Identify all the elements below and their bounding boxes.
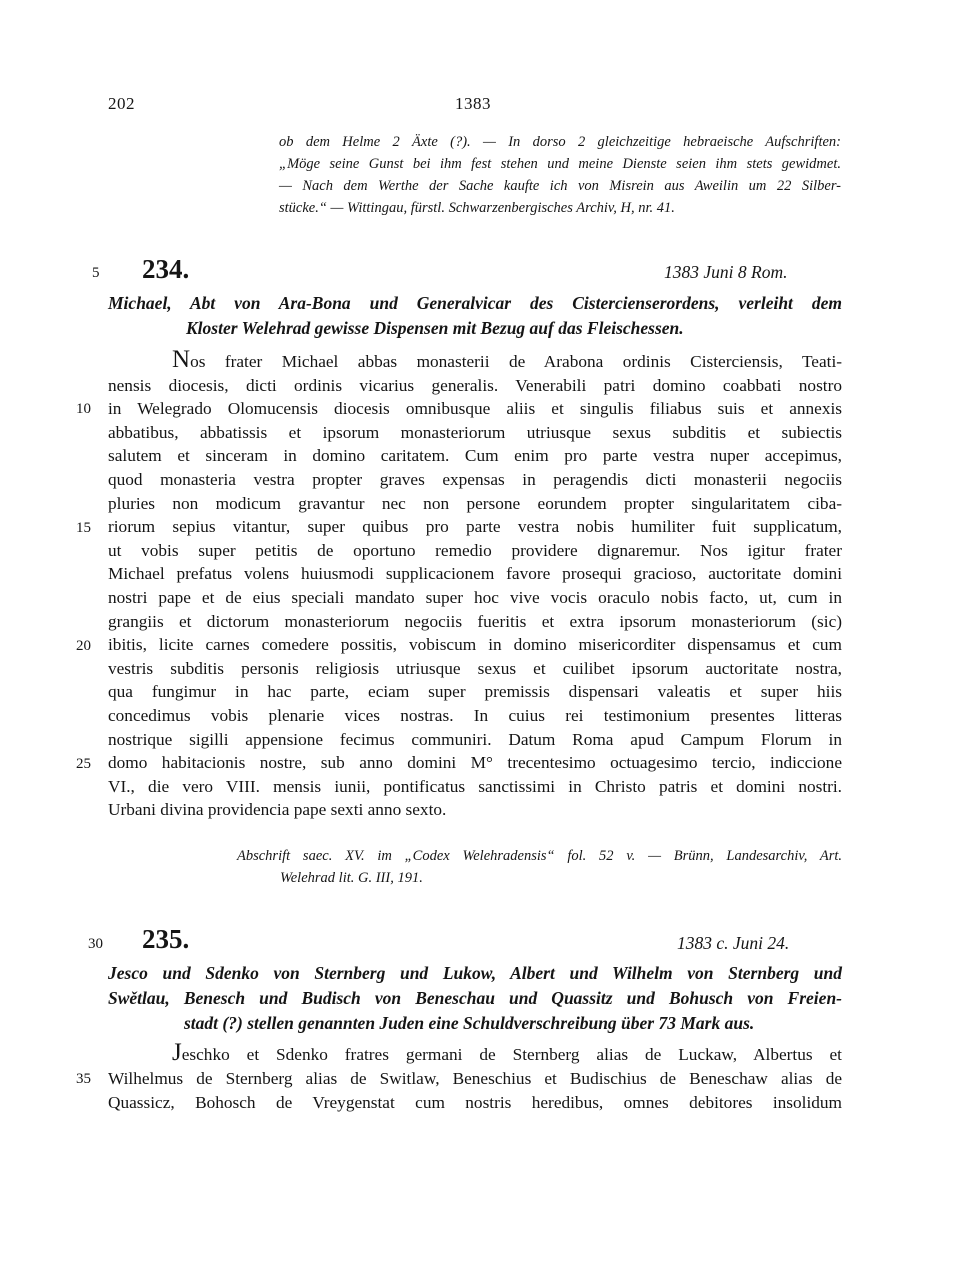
- top-note-line: stücke.“ — Wittingau, fürstl. Schwarzenbergisches Archiv, H, nr. 41.: [279, 200, 675, 216]
- text-line: vestris subditis personis religiosis utriusque sexus et cuilibet ipsorum auctoritate nostra,: [108, 659, 842, 678]
- text-line: nostrique sigilli appensione fecimus communiri. Datum Roma apud Campum Florum in: [108, 730, 842, 749]
- document-number: 235.: [142, 924, 190, 954]
- text-line: domo habitacionis nostre, sub anno domini M° trecentesimo octuagesimo tercio, indiccione: [108, 753, 842, 772]
- line-number: 15: [76, 520, 91, 536]
- text-line: Quassicz, Bohosch de Vreygenstat cum nostris heredibus, omnes debitores insolidum: [108, 1093, 842, 1112]
- text-line: in Welegrado Olomucensis diocesis omnibusque aliis et singulis filiabus suis et annexis: [108, 399, 842, 418]
- document-number: 234.: [142, 254, 190, 284]
- regest-line: stadt (?) stellen genannten Juden eine Schuldverschreibung über 73 Mark aus.: [184, 1013, 755, 1033]
- line-number: 35: [76, 1071, 91, 1087]
- text-line: pluries non modicum gravantur nec non personе eorundem propter singularitatem ciba-: [108, 494, 842, 513]
- regest-line: Michael, Abt von Ara-Bona und Generalvicar des Cistercienserordens, verleiht dem: [108, 293, 842, 313]
- text-line: Michael prefatus volens huiusmodi supplicacionem favore prosequi gracioso, auctoritate domini: [108, 564, 842, 583]
- initial-letter: N: [172, 346, 191, 373]
- running-head-year: 1383: [455, 94, 491, 113]
- text-line: VI., die vero VIII. mensis iunii, pontificatus sanctissimi in Christo patris et domini nostri.: [108, 777, 842, 796]
- text-line: ibitis, licite carnes comedere possitis, vobiscum in domino misericorditer dispensamus et cum: [108, 635, 842, 654]
- regest-line: Jesco und Sdenko von Sternberg und Lukow, Albert und Wilhelm von Sternberg und: [108, 963, 842, 983]
- line-number: 25: [76, 756, 91, 772]
- top-note-line: „Möge seine Gunst bei ihm fest stehen und meine Dienste seien ihm stets gewidmet.: [279, 156, 841, 172]
- text-line-rest: os frater Michael abbas monasterii de Arabona ordinis Cisterciensis, Teati-: [190, 352, 842, 371]
- text-line: grangiis et dictorum monasteriorum negociis fueritis et extra ipsorum monasteriorum (sic): [108, 612, 842, 631]
- text-line: riorum sepius vitantur, super quibus pro parte vestra nobis humiliter fuit supplicatum,: [108, 517, 842, 536]
- text-line: [172, 1039, 842, 1067]
- text-line: quod monasteria vestra propter graves expensas in peragendis dicti monasterii negociis: [108, 470, 842, 489]
- line-number: 5: [92, 265, 100, 281]
- regest-line: Swětlau, Benesch und Budisch von Beneschau und Quassitz und Bohusch von Freien-: [108, 988, 842, 1008]
- text-line: nostri pape et de eius speciali mandato super hoc vive vocis oraculo nobis facto, ut, cum in: [108, 588, 842, 607]
- document-date: 1383 Juni 8 Rom.: [664, 262, 788, 282]
- source-note-line: Abschrift saec. XV. im „Codex Welehradensis“ fol. 52 v. — Brünn, Landesarchiv, Art.: [237, 848, 842, 864]
- top-note-line: ob dem Helme 2 Äxte (?). — In dorso 2 gleichzeitige hebraeische Aufschriften:: [279, 134, 841, 150]
- initial-letter: J: [172, 1039, 182, 1066]
- text-line: qua fungimur in hac parte, eciam super premissis dispensari valeatis et super hiis: [108, 682, 842, 701]
- source-note-line: Welehrad lit. G. III, 191.: [280, 870, 423, 886]
- regest-line: Kloster Welehrad gewisse Dispensen mit Bezug auf das Fleischessen.: [186, 318, 684, 338]
- text-line: salutem et sinceram in domino caritatem. Cum enim pro parte vestra nuper accepimus,: [108, 446, 842, 465]
- text-line: nensis diocesis, dicti ordinis vicarius generalis. Venerabili patri domino coabbati nostro: [108, 376, 842, 395]
- text-line: Wilhelmus de Sternberg alias de Switlaw, Beneschius et Budischius de Beneschaw alias de: [108, 1069, 842, 1088]
- text-line: [172, 346, 842, 374]
- line-number: 10: [76, 401, 91, 417]
- text-line-rest: eschko et Sdenko fratres germani de Sternberg alias de Luckaw, Albertus et: [181, 1045, 842, 1064]
- line-number: 30: [88, 936, 103, 952]
- document-date: 1383 c. Juni 24.: [677, 933, 790, 953]
- text-line: Urbani divina providencia pape sexti anno sexto.: [108, 800, 447, 819]
- page-number: 202: [108, 94, 135, 113]
- top-note-line: — Nach dem Werthe der Sache kaufte ich von Misrein aus Aweilin um 22 Silber-: [279, 178, 841, 194]
- text-line: ut vobis super petitis de oportuno remedio providere dignaremur. Nos igitur frater: [108, 541, 842, 560]
- text-line: abbatibus, abbatissis et ipsorum monasteriorum utriusque sexus subditis et subiectis: [108, 423, 842, 442]
- text-line: concedimus vobis plenarie vices nostras. In cuius rei testimonium presentes litteras: [108, 706, 842, 725]
- line-number: 20: [76, 638, 91, 654]
